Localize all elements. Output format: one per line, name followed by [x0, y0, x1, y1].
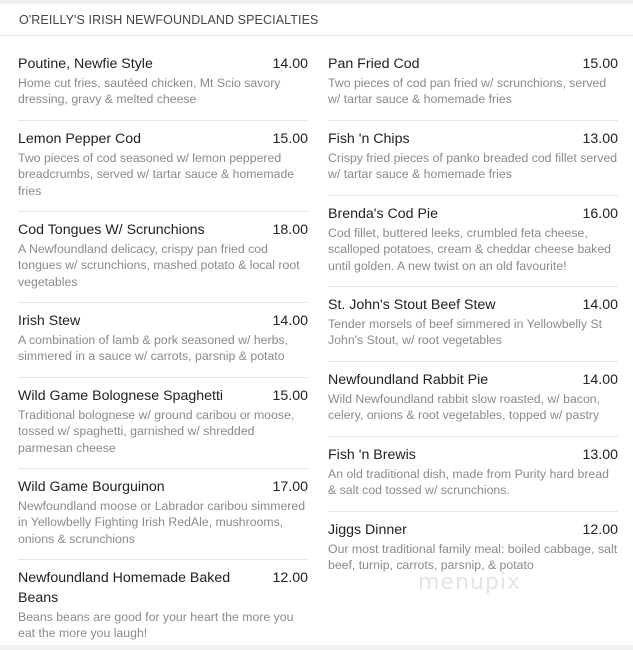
menu-item: [328, 121, 618, 196]
menu-item-price: 17.00: [272, 479, 308, 495]
menu-column-left: [18, 46, 308, 642]
menu-item: [328, 287, 618, 362]
menu-item-header: [328, 520, 618, 540]
menu-item-price: 14.00: [272, 56, 308, 72]
menu-item-description: Wild Newfoundland rabbit slow roasted, w/ bacon, celery, onions & root vegetables, topped w/ pastry: [328, 392, 601, 423]
menu-item-description: An old traditional dish, made from Purity hard bread & salt cod tossed w/ scrunchions.: [328, 467, 609, 498]
menu-item-description: Tender morsels of beef simmered in Yellowbelly St John's Stout, w/ root vegetables: [328, 317, 603, 348]
menu-item-header: [328, 445, 618, 465]
menu-item: [328, 196, 618, 287]
menu-item-price: 13.00: [582, 131, 618, 147]
menu-item-description: Traditional bolognese w/ ground caribou or moose, tossed w/ spaghetti, garnished w/ shredded parmesan cheese: [18, 408, 295, 455]
menu-item: [18, 560, 308, 642]
menu-item: [18, 303, 308, 378]
menu-item-price: 15.00: [272, 388, 308, 404]
menu-item-header: [18, 54, 308, 74]
menu-item: [18, 212, 308, 303]
menu-item-header: [328, 370, 618, 390]
menu-item: [18, 378, 308, 469]
menu-column-right: [328, 46, 618, 582]
menu-item-price: 14.00: [582, 297, 618, 313]
menu-item-price: 14.00: [582, 372, 618, 388]
menu-item: [328, 46, 618, 121]
menu-item: [328, 362, 618, 437]
menu-item-description: A Newfoundland delicacy, crispy pan fried cod tongues w/ scrunchions, mashed potato & local root vegetables: [18, 242, 300, 289]
menu-item-name: Newfoundland Homemade Baked Beans: [18, 570, 231, 606]
menu-item-name: Poutine, Newfie Style: [18, 56, 153, 72]
menu-item-name: Lemon Pepper Cod: [18, 131, 142, 147]
menu-item: [18, 469, 308, 560]
menu-item-price: 18.00: [272, 222, 308, 238]
menu-item: [328, 437, 618, 512]
menu-item-name: Wild Game Bourguinon: [18, 479, 165, 495]
menu-item-description: Two pieces of cod seasoned w/ lemon peppered breadcrumbs, served w/ tartar sauce & homemade fries: [18, 151, 295, 198]
menu-item-price: 12.00: [272, 570, 308, 586]
menu-item: [18, 121, 308, 212]
menu-item-header: [328, 129, 618, 149]
menu-item-header: [18, 311, 308, 331]
menu-item-name: Fish 'n Chips: [328, 131, 410, 147]
watermark-logo: menupix: [418, 570, 521, 595]
menu-item-header: [328, 204, 618, 224]
menu-item-description: Our most traditional family meal: boiled cabbage, salt beef, turnip, carrots, parsnip, & potato: [328, 542, 618, 573]
menu-item-description: Newfoundland moose or Labrador caribou simmered in Yellowbelly Fighting Irish RedAle, mushrooms, onions & scrunchions: [18, 499, 306, 546]
menu-item-description: Cod fillet, buttered leeks, crumbled feta cheese, scalloped potatoes, cream & cheddar cheese baked until golden. A new twist on an old favourite!: [328, 226, 612, 273]
menu-item-price: 13.00: [582, 447, 618, 463]
menu-item-description: Beans beans are good for your heart the more you eat the more you laugh!: [18, 610, 294, 641]
menu-item-price: 14.00: [272, 313, 308, 329]
menu-item-name: Brenda's Cod Pie: [328, 206, 438, 222]
menu-item-name: Jiggs Dinner: [328, 522, 407, 538]
menu-item: [18, 46, 308, 121]
menu-item-description: Two pieces of cod pan fried w/ scrunchions, served w/ tartar sauce & homemade fries: [328, 76, 607, 107]
menu-item-name: Fish 'n Brewis: [328, 447, 416, 463]
menu-item-header: [18, 477, 308, 497]
menu-item-description: Home cut fries, sautéed chicken, Mt Scio savory dressing, gravy & melted cheese: [18, 76, 281, 107]
menu-item-header: [18, 129, 308, 149]
menu-item-header: [328, 295, 618, 315]
menu-item-name: St. John's Stout Beef Stew: [328, 297, 496, 313]
menu-item-price: 12.00: [582, 522, 618, 538]
menu-item-header: [328, 54, 618, 74]
menu-item-name: Pan Fried Cod: [328, 56, 420, 72]
menu-item-price: 15.00: [272, 131, 308, 147]
menu-item-header: [18, 220, 308, 240]
menu-item-name: Irish Stew: [18, 313, 81, 329]
menu-item-price: 16.00: [582, 206, 618, 222]
section-title: O'REILLY'S IRISH NEWFOUNDLAND SPECIALTIES: [0, 4, 633, 36]
menu-item-description: Crispy fried pieces of panko breaded cod fillet served w/ tartar sauce & homemade fries: [328, 151, 618, 182]
menu-item-name: Cod Tongues W/ Scrunchions: [18, 222, 205, 238]
menu-item-description: A combination of lamb & pork seasoned w/ herbs, simmered in a sauce w/ carrots, parsnip & potato: [18, 333, 288, 364]
menu-card: [0, 4, 633, 645]
menu-item-header: [18, 386, 308, 406]
menu-item-name: Newfoundland Rabbit Pie: [328, 372, 489, 388]
menu-item-price: 15.00: [582, 56, 618, 72]
menu-item-header: [18, 568, 308, 608]
menu-item-name: Wild Game Bolognese Spaghetti: [18, 388, 224, 404]
